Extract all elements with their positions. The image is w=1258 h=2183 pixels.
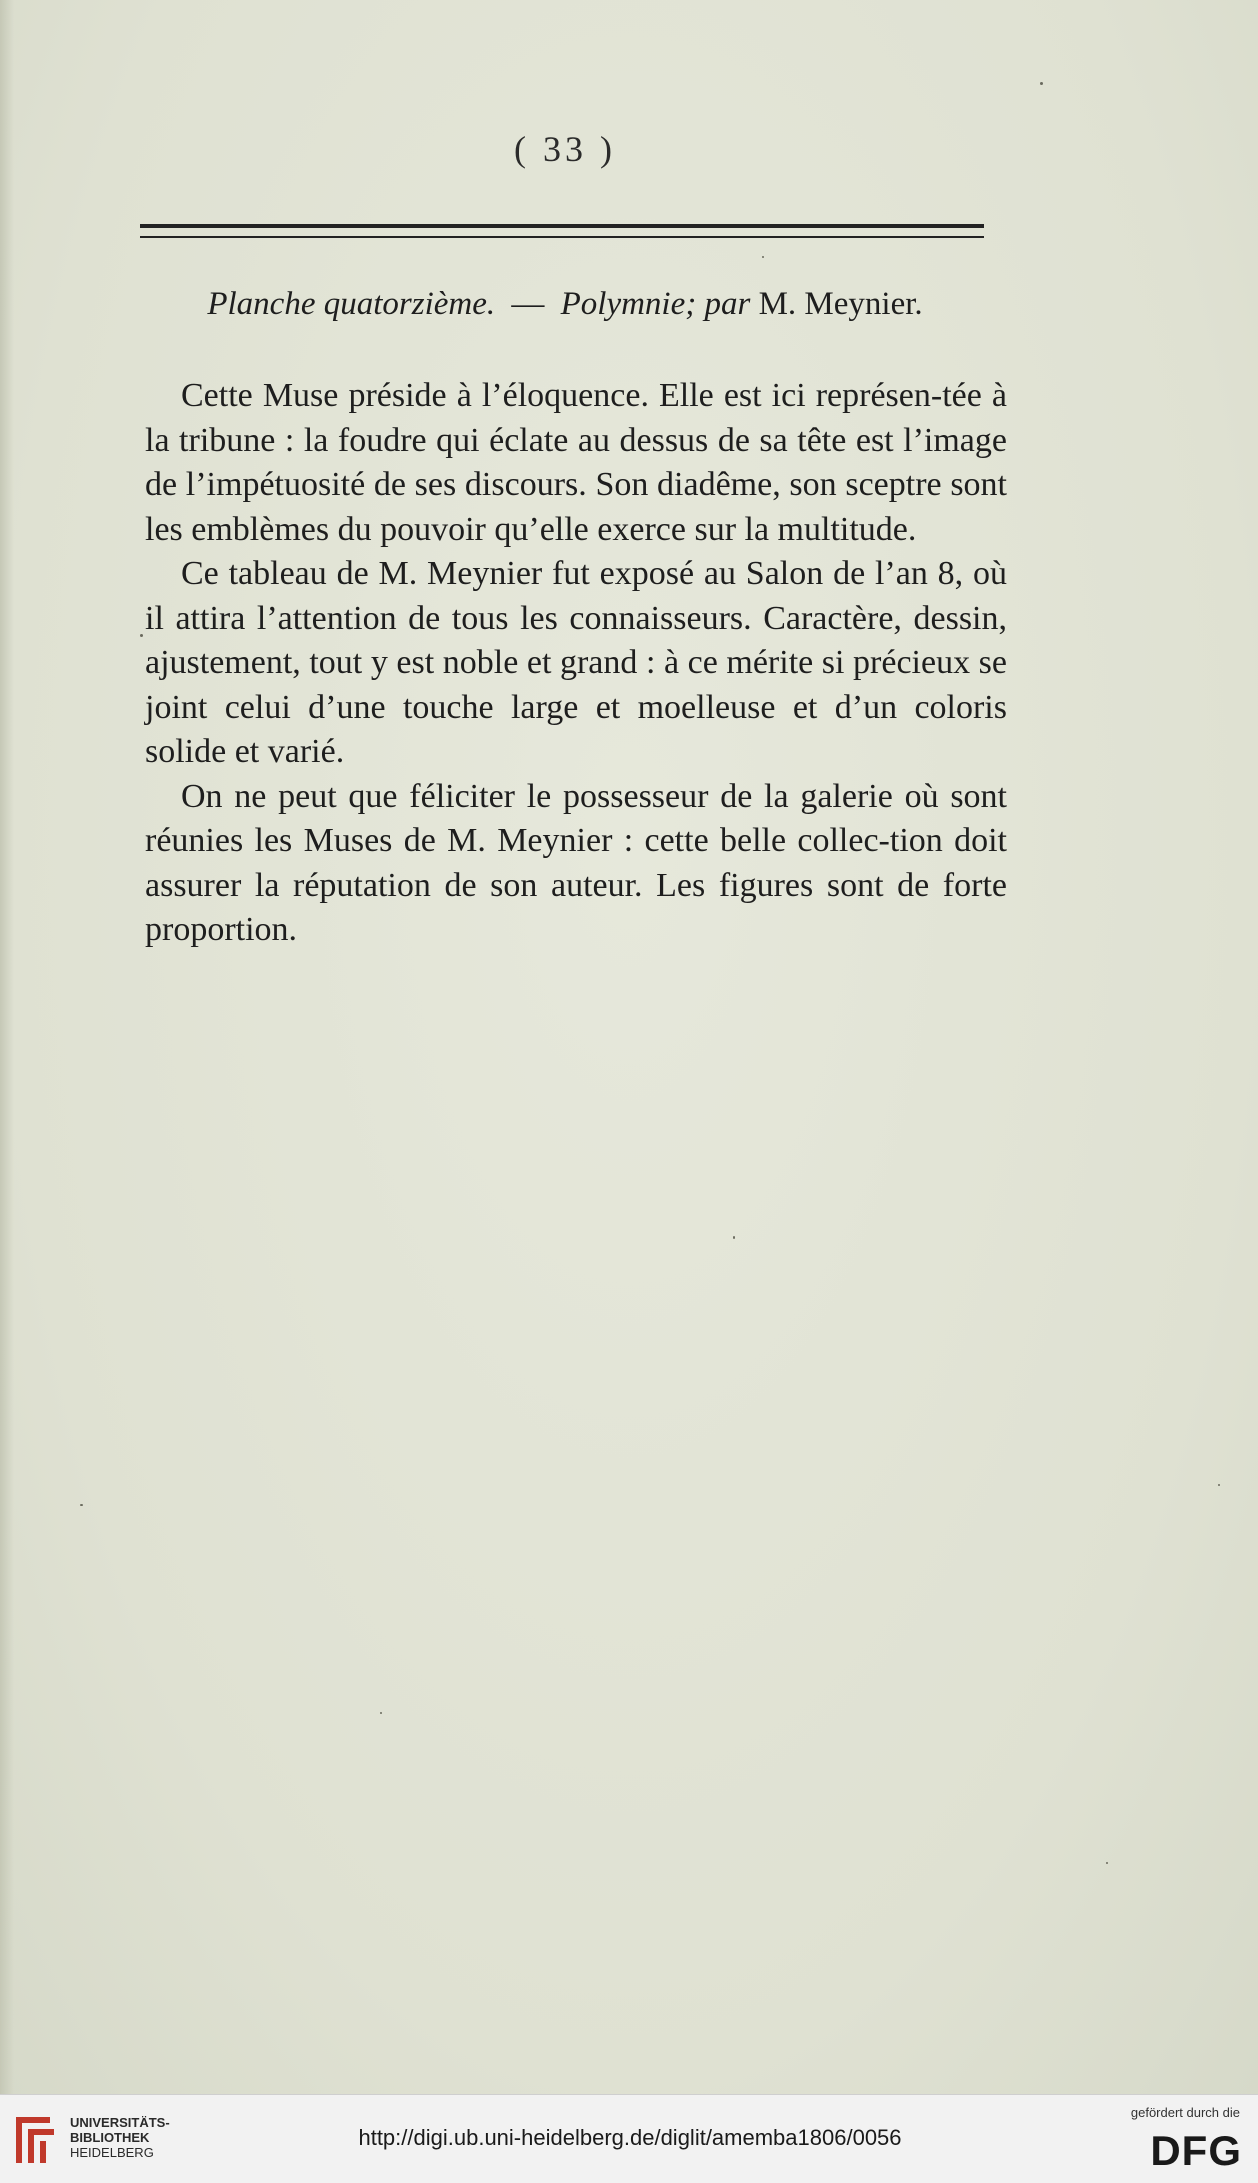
header-rule-thick: [140, 224, 984, 228]
paper-speck: [80, 1504, 83, 1506]
library-name-line-1: UNIVERSITÄTS-: [70, 2115, 170, 2130]
library-name-line-2: BIBLIOTHEK: [70, 2130, 150, 2145]
heading-subject: Polymnie;: [560, 286, 697, 322]
permalink-url[interactable]: http://digi.ub.uni-heidelberg.de/diglit/amemba1806/0056: [358, 2125, 902, 2150]
heading-artist: M. Meynier.: [758, 286, 923, 322]
body-text: [145, 374, 1007, 953]
paper-speck: [140, 634, 143, 637]
paper-speck: [380, 1712, 382, 1714]
heading-plate-title: Planche quatorzième.: [207, 286, 496, 322]
header-rule-thin: [140, 236, 984, 238]
paper-speck: [762, 256, 764, 258]
paper-speck: [1106, 1862, 1108, 1864]
paper-speck: [1040, 82, 1043, 85]
paragraph-1: Cette Muse préside à l’éloquence. Elle est ici représen-tée à la tribune : la foudre qui éclate au dessus de sa tête est l’image de l’impétuosité de ses discours. Son diadême, son sceptre sont les emblèmes du pouvoir qu’elle exerce sur la multitude.: [145, 377, 1007, 548]
dfg-logo: DFG: [1150, 2127, 1242, 2174]
library-name: [70, 2115, 170, 2160]
paragraph-2: Ce tableau de M. Meynier fut exposé au Salon de l’an 8, où il attira l’attention de tous les connaisseurs. Caractère, dessin, ajustement, tout y est noble et grand : à ce mérite si précieux se joint celui d’une touche large et moelleuse et d’un coloris solide et varié.: [145, 555, 1007, 770]
paper-speck: [1218, 1484, 1220, 1486]
funded-by-label: gefördert durch die: [1130, 2105, 1240, 2120]
paragraph-3: On ne peut que féliciter le possesseur de la galerie où sont réunies les Muses de M. Meynier : cette belle collec-tion doit assurer la réputation de son auteur. Les figures sont de forte proportion.: [145, 777, 1007, 948]
heading-dash: —: [511, 286, 545, 322]
footer-bar: [0, 2094, 1258, 2183]
section-heading: [0, 286, 1130, 323]
university-library-logo-icon: [12, 2111, 62, 2167]
paper-speck: [733, 1236, 735, 1239]
library-name-line-3: HEIDELBERG: [70, 2145, 154, 2160]
page-number: ( 33 ): [514, 129, 616, 169]
heading-par: par: [704, 286, 751, 322]
